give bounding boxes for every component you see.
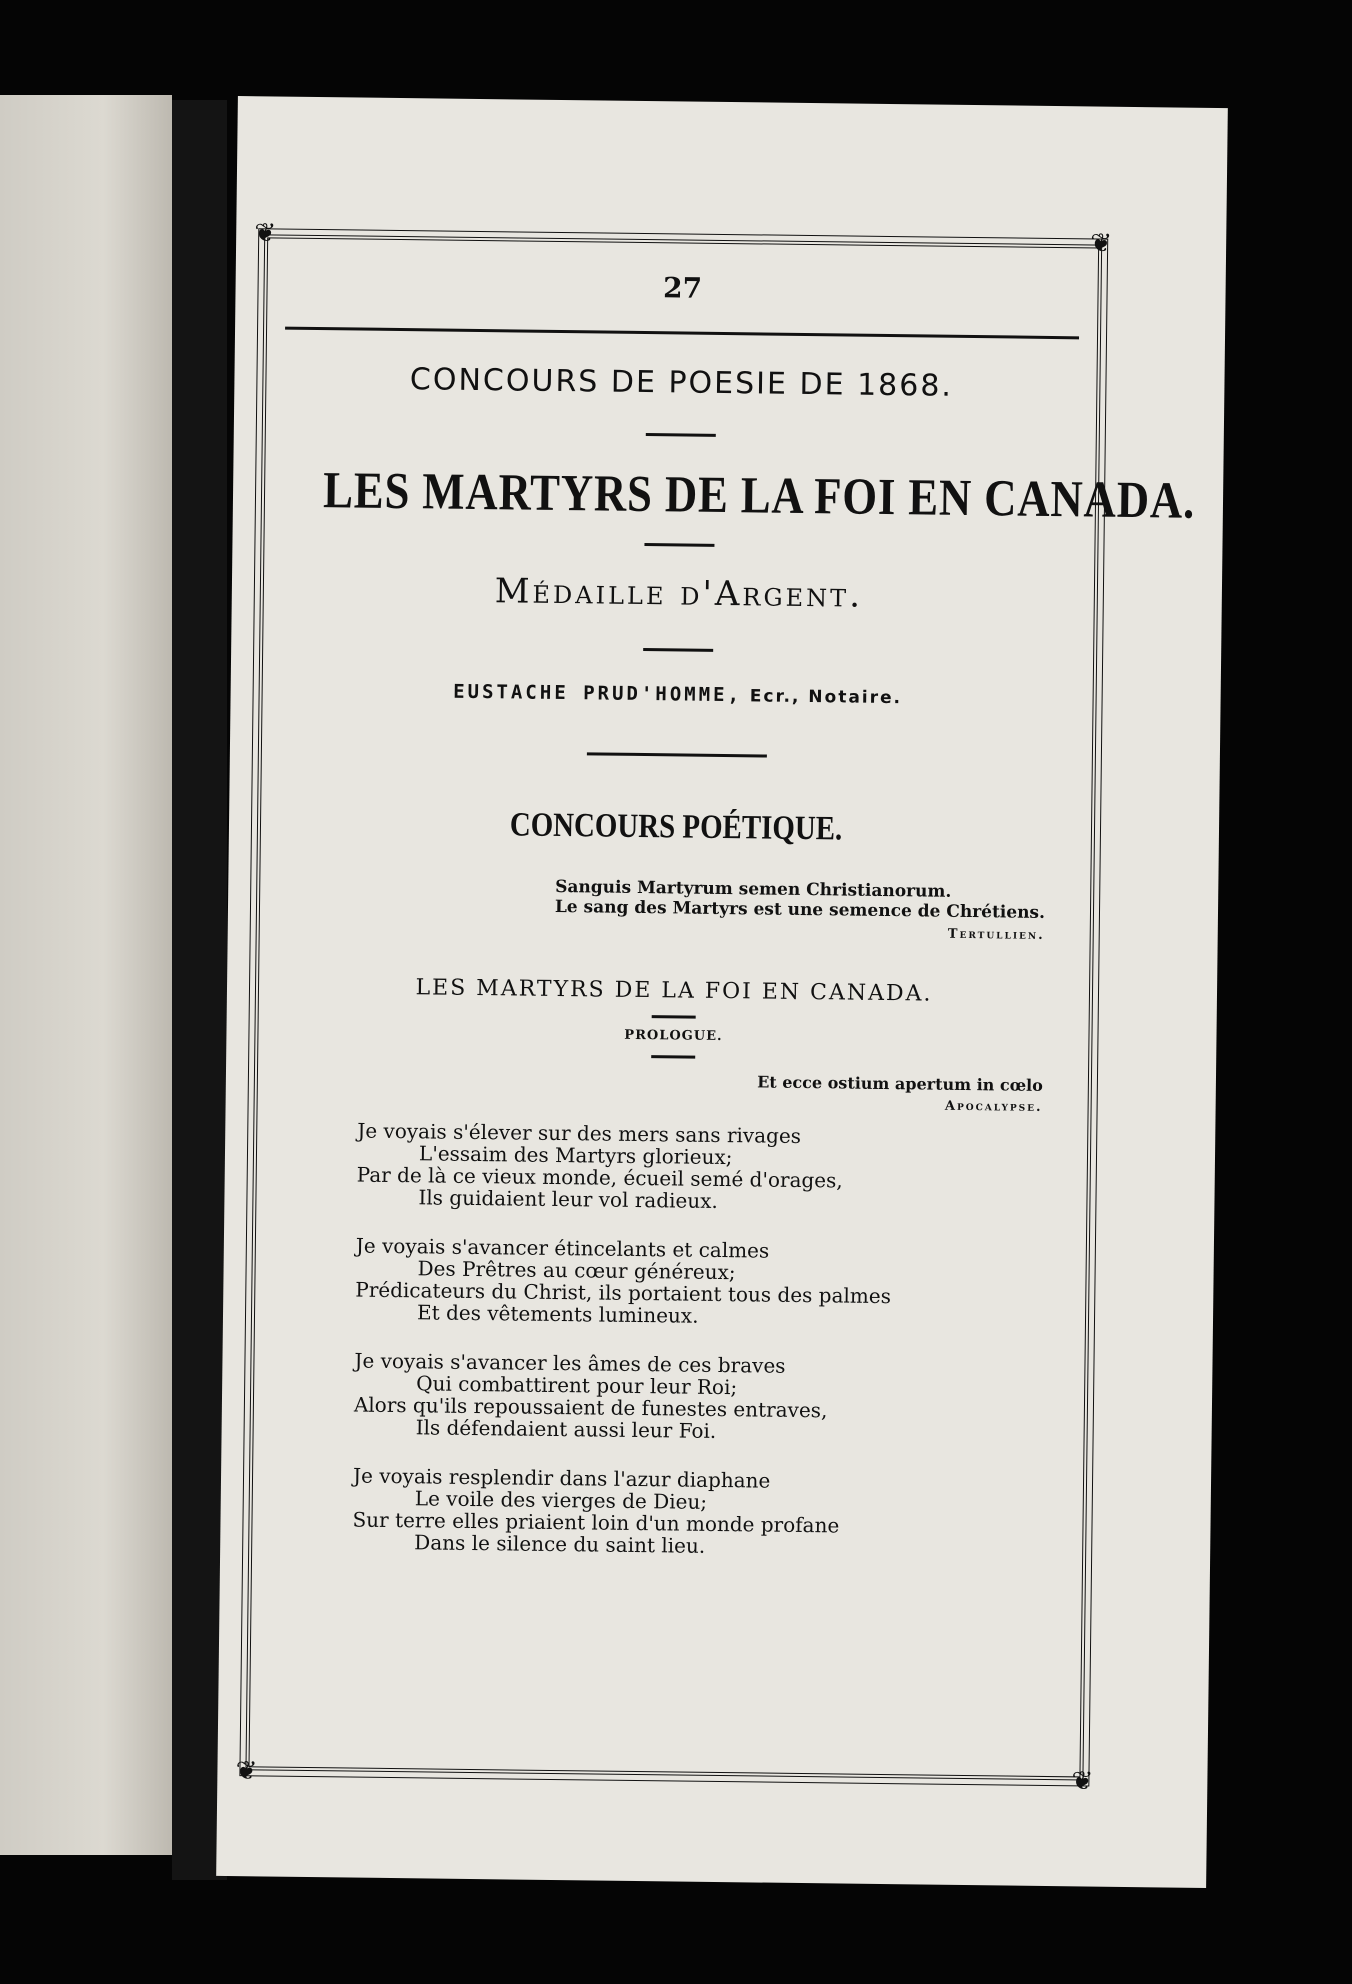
medal-heading: Médaille d'Argent. xyxy=(494,571,864,616)
stanza xyxy=(352,1465,840,1559)
verse-line: Dans le silence du saint lieu. xyxy=(414,1530,706,1558)
verse-line: Ils défendaient aussi leur Foi. xyxy=(415,1415,717,1443)
epigraph-line: Le sang des Martyrs est une semence de Chrétiens. xyxy=(554,896,1046,923)
verse-line: Ils guidaient leur vol radieux. xyxy=(418,1185,718,1213)
page-number: 27 xyxy=(662,271,703,305)
verse-line: Je voyais s'élever sur des mers sans rivages xyxy=(357,1118,802,1148)
divider xyxy=(643,648,713,652)
verse-line: Le voile des vierges de Dieu; xyxy=(414,1486,708,1514)
stanza xyxy=(356,1120,843,1214)
corner-ornament-icon: ❦ xyxy=(1071,1766,1094,1797)
poem-title: LES MARTYRS DE LA FOI EN CANADA. xyxy=(415,975,933,1007)
prologue-heading: PROLOGUE. xyxy=(624,1027,723,1045)
divider xyxy=(651,1055,695,1059)
verse-line: Par de là ce vieux monde, écueil semé d'orages, xyxy=(356,1162,843,1193)
verse-line: Sur terre elles priaient loin d'un monde profane xyxy=(352,1507,840,1538)
divider xyxy=(587,752,767,757)
section-heading: CONCOURS POÉTIQUE. xyxy=(509,806,843,848)
stanza xyxy=(354,1350,829,1444)
verse-line: L'essaim des Martyrs glorieux; xyxy=(418,1141,733,1170)
book-page xyxy=(216,96,1228,1888)
author-title: Ecr., Notaire. xyxy=(749,686,903,709)
verse-line: Qui combattirent pour leur Roi; xyxy=(416,1371,738,1400)
verse-line: Je voyais resplendir dans l'azur diaphane xyxy=(352,1463,771,1493)
divider xyxy=(652,1015,696,1019)
verse-line: Je voyais s'avancer les âmes de ces braves xyxy=(354,1348,786,1378)
facing-page xyxy=(0,95,172,1855)
corner-ornament-icon: ❦ xyxy=(235,1756,258,1787)
author-name: EUSTACHE PRUD'HOMME, xyxy=(453,680,743,707)
verse-line: Prédicateurs du Christ, ils portaient tous des palmes xyxy=(355,1277,892,1309)
corner-ornament-icon: ❦ xyxy=(254,218,277,249)
author-line xyxy=(263,678,1093,710)
verse-line: Je voyais s'avancer étincelants et calmes xyxy=(355,1233,770,1263)
verse-line: Alors qu'ils repoussaient de funestes entraves, xyxy=(353,1392,828,1423)
main-title: LES MARTYRS DE LA FOI EN CANADA. xyxy=(322,462,1196,530)
epigraph: Et ecce ostium apertum in cœlo xyxy=(757,1072,1043,1095)
divider xyxy=(644,543,714,547)
verse-line: Et des vêtements lumineux. xyxy=(416,1300,699,1328)
contest-heading: CONCOURS DE POESIE DE 1868. xyxy=(409,362,954,404)
epigraph xyxy=(555,877,1046,923)
divider xyxy=(646,433,716,437)
stanza xyxy=(355,1235,892,1330)
corner-ornament-icon: ❦ xyxy=(1090,228,1113,259)
verse-line: Des Prêtres au cœur généreux; xyxy=(417,1256,736,1285)
page-border xyxy=(235,218,1196,1797)
epigraph-line: Sanguis Martyrum semen Christianorum. xyxy=(555,876,952,902)
epigraph-attribution: Apocalypse. xyxy=(944,1098,1043,1115)
header-rule xyxy=(285,327,1079,340)
epigraph-attribution: Tertullien. xyxy=(947,926,1045,943)
